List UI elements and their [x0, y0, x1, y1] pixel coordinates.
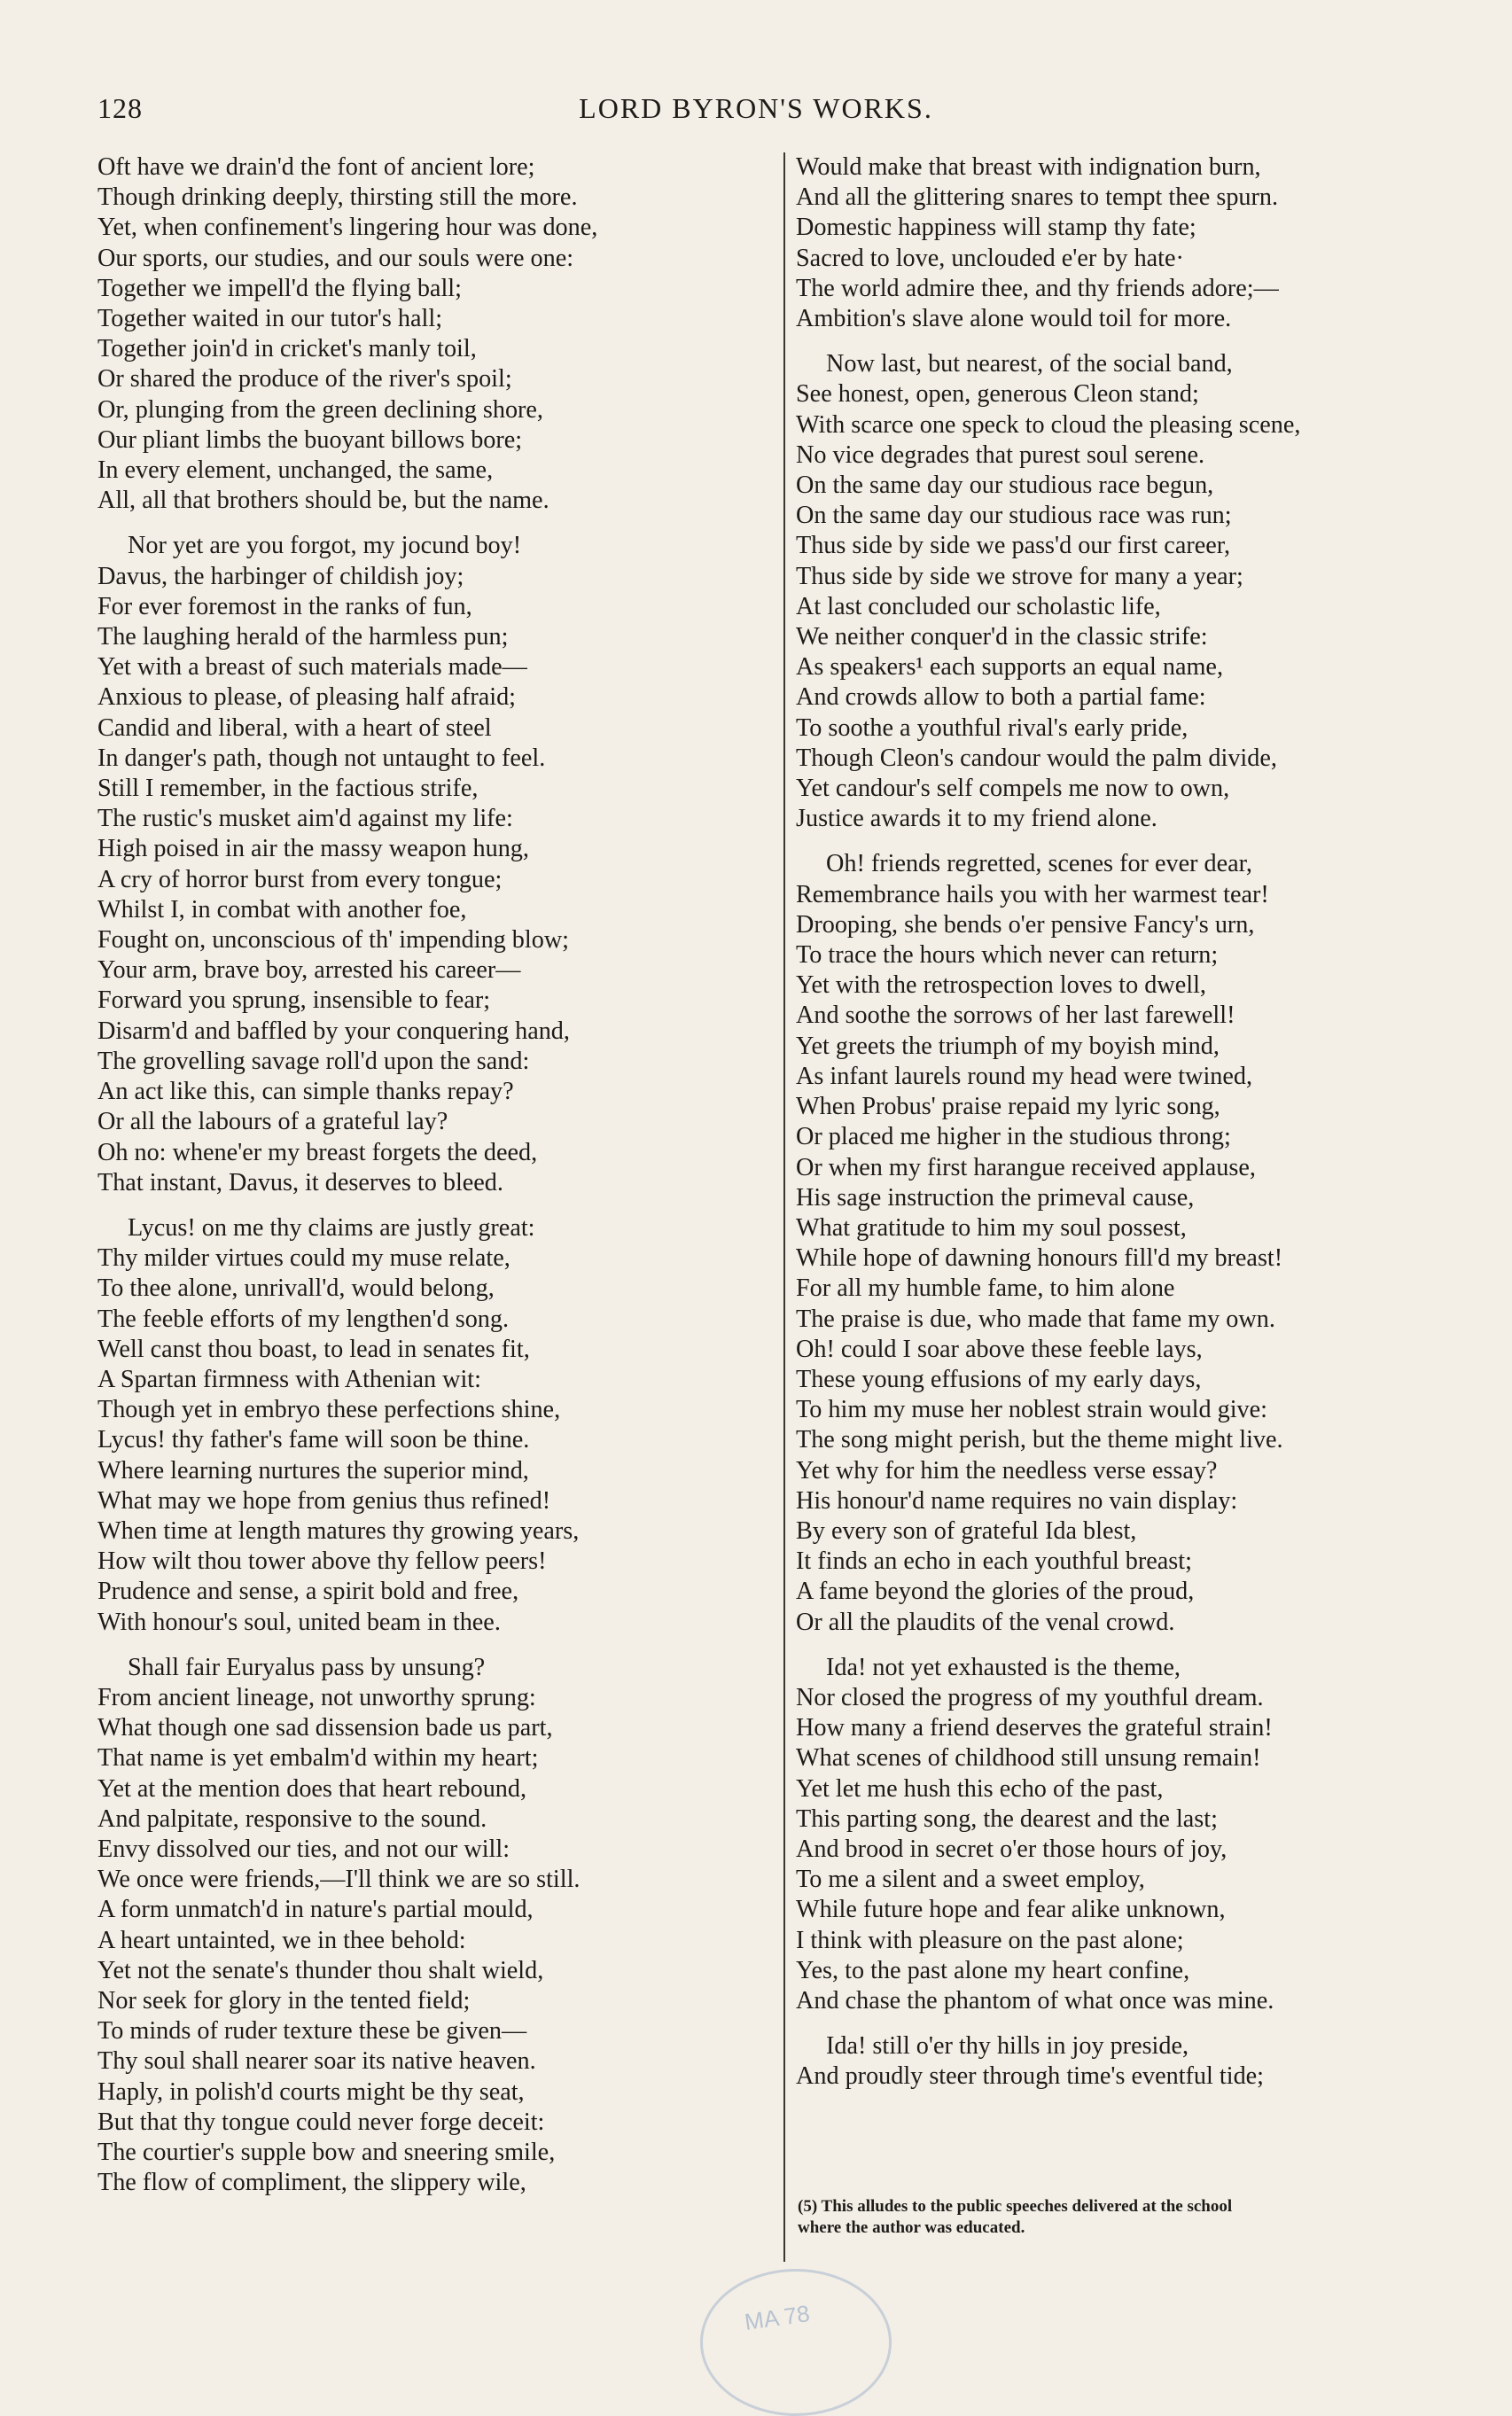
verse-line: Together waited in our tutor's hall;: [97, 305, 443, 333]
verse-line: On the same day our studious race was run;: [796, 502, 1232, 530]
verse-line: Forward you sprung, insensible to fear;: [97, 986, 491, 1015]
verse-line: And chase the phantom of what once was mine.: [796, 1986, 1274, 2015]
verse-line: A fame beyond the glories of the proud,: [796, 1578, 1195, 1606]
verse-line: To thee alone, unrivall'd, would belong,: [97, 1274, 495, 1303]
verse-line: Or, plunging from the green declining shore,: [97, 395, 543, 424]
verse-line: Domestic happiness will stamp thy fate;: [796, 214, 1196, 242]
verse-line: All, all that brothers should be, but the name.: [97, 487, 549, 515]
verse-line: A Spartan firmness with Athenian wit:: [97, 1365, 481, 1393]
verse-line: As speakers¹ each supports an equal name,: [796, 653, 1223, 682]
verse-line: Thus side by side we pass'd our first career,: [796, 532, 1231, 560]
verse-line: Lycus! on me thy claims are justly great:: [128, 1213, 535, 1242]
verse-line: Candid and liberal, with a heart of steel: [97, 713, 492, 742]
verse-line: It finds an echo in each youthful breast;: [796, 1547, 1192, 1576]
verse-line: The praise is due, who made that fame my own.: [796, 1305, 1275, 1333]
stanza: [97, 531, 771, 1197]
verse-line: High poised in air the massy weapon hung,: [97, 835, 529, 863]
library-stamp-text: MA 78: [743, 2300, 812, 2335]
verse-line: Still I remember, in the factious strife,: [97, 775, 479, 803]
verse-line: Shall fair Euryalus pass by unsung?: [128, 1653, 486, 1681]
verse-line: A cry of horror burst from every tongue;: [97, 865, 503, 893]
verse-line: Drooping, she bends o'er pensive Fancy's urn,: [796, 910, 1255, 939]
column-divider: [783, 152, 785, 2262]
verse-line: We once were friends,—I'll think we are so still.: [97, 1866, 581, 1894]
verse-line: To him my muse her noblest strain would give:: [796, 1396, 1267, 1424]
verse-line: Or all the plaudits of the venal crowd.: [796, 1608, 1175, 1636]
verse-line: Though yet in embryo these perfections shine,: [97, 1396, 561, 1424]
verse-line: Yet, when confinement's lingering hour was done,: [97, 214, 598, 242]
verse-line: Together join'd in cricket's manly toil,: [97, 335, 477, 363]
verse-line: With scarce one speck to cloud the pleasing scene,: [796, 410, 1301, 439]
stanza: [796, 2031, 1434, 2092]
verse-line: Our pliant limbs the buoyant billows bore;: [97, 425, 523, 454]
verse-line: Yet greets the triumph of my boyish mind,: [796, 1032, 1220, 1060]
verse-line: See honest, open, generous Cleon stand;: [796, 380, 1199, 409]
verse-line: Yes, to the past alone my heart confine,: [796, 1956, 1190, 1984]
verse-line: Oh! could I soar above these feeble lays,: [796, 1335, 1203, 1363]
verse-line: The feeble efforts of my lengthen'd song.: [97, 1305, 510, 1333]
verse-line: With honour's soul, united beam in thee.: [97, 1608, 501, 1636]
stanza: [97, 152, 771, 516]
stanza: [97, 1653, 771, 2199]
verse-line: And brood in secret o'er those hours of joy,: [796, 1835, 1228, 1863]
verse-line: Haply, in polish'd courts might be thy seat,: [97, 2077, 525, 2106]
verse-line: Or all the labours of a grateful lay?: [97, 1108, 448, 1136]
verse-line: For all my humble fame, to him alone: [796, 1274, 1175, 1303]
stanza: [97, 1213, 771, 1638]
verse-line: The rustic's musket aim'd against my life:: [97, 805, 513, 833]
left-column: [97, 152, 771, 2213]
verse-line: Prudence and sense, a spirit bold and free,: [97, 1578, 519, 1606]
verse-line: Yet candour's self compels me now to own,: [796, 775, 1230, 803]
verse-line: While hope of dawning honours fill'd my breast!: [796, 1244, 1283, 1273]
library-stamp: [700, 2269, 892, 2416]
verse-line: From ancient lineage, not unworthy sprung:: [97, 1683, 536, 1711]
verse-line: Whilst I, in combat with another foe,: [97, 895, 467, 924]
footnote: [798, 2196, 1436, 2239]
right-column: [796, 152, 1434, 2108]
verse-line: But that thy tongue could never forge deceit:: [97, 2108, 545, 2136]
verse-line: Lycus! thy father's fame will soon be thine.: [97, 1426, 530, 1454]
verse-line: At last concluded our scholastic life,: [796, 592, 1161, 620]
stanza: [796, 152, 1434, 334]
verse-line: Envy dissolved our ties, and not our will:: [97, 1835, 510, 1863]
verse-line: Nor closed the progress of my youthful dream.: [796, 1683, 1264, 1711]
verse-line: Or shared the produce of the river's spoil;: [97, 365, 512, 394]
verse-line: How many a friend deserves the grateful strain!: [796, 1714, 1273, 1742]
verse-line: Disarm'd and baffled by your conquering hand,: [97, 1017, 570, 1045]
verse-line: And proudly steer through time's eventful tide;: [796, 2062, 1265, 2091]
verse-line: That name is yet embalm'd within my heart;: [97, 1744, 539, 1773]
verse-line: Yet why for him the needless verse essay?: [796, 1456, 1218, 1485]
verse-line: I think with pleasure on the past alone;: [796, 1926, 1184, 1954]
verse-line: Well canst thou boast, to lead in senates fit,: [97, 1335, 530, 1363]
verse-line: What gratitude to him my soul possest,: [796, 1213, 1187, 1242]
verse-line: His sage instruction the primeval cause,: [796, 1183, 1195, 1212]
verse-line: These young effusions of my early days,: [796, 1365, 1202, 1393]
verse-line: On the same day our studious race begun,: [796, 472, 1214, 500]
verse-line: Yet let me hush this echo of the past,: [796, 1774, 1164, 1803]
verse-line: His honour'd name requires no vain display:: [796, 1486, 1238, 1515]
verse-line: For ever foremost in the ranks of fun,: [97, 592, 472, 620]
verse-line: And soothe the sorrows of her last farewell!: [796, 1001, 1235, 1030]
verse-line: How wilt thou tower above thy fellow peers!: [97, 1547, 547, 1576]
verse-line: Our sports, our studies, and our souls were one:: [97, 244, 574, 272]
footnote-line: where the author was educated.: [798, 2218, 1025, 2237]
verse-line: Or placed me higher in the studious throng;: [796, 1123, 1231, 1151]
verse-line: Anxious to please, of pleasing half afraid;: [97, 683, 517, 712]
verse-line: Justice awards it to my friend alone.: [796, 805, 1157, 833]
verse-line: Or when my first harangue received applause,: [796, 1153, 1256, 1181]
verse-line: Yet at the mention does that heart rebound,: [97, 1774, 527, 1803]
verse-line: Remembrance hails you with her warmest tear!: [796, 880, 1269, 908]
verse-line: When Probus' praise repaid my lyric song,: [796, 1093, 1220, 1121]
page-number: 128: [97, 92, 143, 124]
verse-line: While future hope and fear alike unknown,: [796, 1896, 1226, 1924]
verse-line: The grovelling savage roll'd upon the sand:: [97, 1047, 530, 1075]
verse-line: As infant laurels round my head were twined,: [796, 1062, 1253, 1090]
verse-line: The song might perish, but the theme might live.: [796, 1426, 1283, 1454]
verse-line: What may we hope from genius thus refined!: [97, 1486, 551, 1515]
verse-line: Thy milder virtues could my muse relate,: [97, 1244, 510, 1273]
verse-line: This parting song, the dearest and the last;: [796, 1804, 1218, 1833]
verse-line: Fought on, unconscious of th' impending blow;: [97, 926, 570, 955]
verse-line: Oft have we drain'd the font of ancient lore;: [97, 153, 535, 181]
verse-line: Would make that breast with indignation burn,: [796, 153, 1261, 181]
verse-line: Ida! still o'er thy hills in joy preside,: [826, 2032, 1189, 2061]
verse-line: And all the glittering snares to tempt thee spurn.: [796, 183, 1279, 212]
verse-line: Though Cleon's candour would the palm divide,: [796, 744, 1277, 772]
verse-line: And crowds allow to both a partial fame:: [796, 683, 1206, 712]
verse-line: Nor seek for glory in the tented field;: [97, 1986, 471, 2015]
verse-line: We neither conquer'd in the classic strife:: [796, 623, 1208, 651]
verse-line: The laughing herald of the harmless pun;: [97, 623, 509, 651]
stanza: [796, 849, 1434, 1637]
verse-line: Though drinking deeply, thirsting still the more.: [97, 183, 578, 212]
verse-line: Thy soul shall nearer soar its native heaven.: [97, 2047, 536, 2076]
verse-line: The flow of compliment, the slippery wile,: [97, 2169, 526, 2197]
verse-line: Davus, the harbinger of childish joy;: [97, 562, 464, 590]
verse-line: To minds of ruder texture these be given—: [97, 2017, 527, 2046]
verse-line: Your arm, brave boy, arrested his career—: [97, 956, 521, 985]
verse-line: What scenes of childhood still unsung remain!: [796, 1744, 1261, 1773]
verse-line: To me a silent and a sweet employ,: [796, 1866, 1145, 1894]
verse-line: To soothe a youthful rival's early pride,: [796, 713, 1189, 742]
verse-line: Ida! not yet exhausted is the theme,: [826, 1653, 1181, 1681]
verse-line: What though one sad dissension bade us part,: [97, 1714, 553, 1742]
verse-line: Yet not the senate's thunder thou shalt wield,: [97, 1956, 544, 1984]
verse-line: The courtier's supple bow and sneering smile,: [97, 2139, 556, 2166]
verse-line: Now last, but nearest, of the social band,: [826, 350, 1233, 378]
verse-line: Nor yet are you forgot, my jocund boy!: [128, 532, 522, 560]
verse-line: To trace the hours which never can return;: [796, 941, 1219, 970]
stanza: [796, 1653, 1434, 2016]
verse-line: When time at length matures thy growing years,: [97, 1516, 580, 1545]
verse-line: Yet with the retrospection loves to dwell,: [796, 971, 1206, 1000]
footnote-line: (5) This alludes to the public speeches delivered at the school: [798, 2197, 1233, 2216]
verse-line: In danger's path, though not untaught to feel.: [97, 744, 546, 772]
verse-line: And palpitate, responsive to the sound.: [97, 1804, 487, 1833]
verse-line: A heart untainted, we in thee behold:: [97, 1926, 466, 1954]
verse-line: That instant, Davus, it deserves to bleed.: [97, 1168, 503, 1196]
verse-line: Oh no: whene'er my breast forgets the deed,: [97, 1138, 538, 1166]
running-head: LORD BYRON'S WORKS.: [579, 92, 933, 124]
verse-line: No vice degrades that purest soul serene.: [796, 440, 1205, 469]
verse-line: An act like this, can simple thanks repay?: [97, 1078, 514, 1106]
verse-line: Ambition's slave alone would toil for more.: [796, 305, 1232, 333]
verse-line: Oh! friends regretted, scenes for ever dear,: [826, 850, 1252, 878]
verse-line: A form unmatch'd in nature's partial mould,: [97, 1896, 534, 1924]
verse-line: By every son of grateful Ida blest,: [796, 1516, 1137, 1545]
verse-line: In every element, unchanged, the same,: [97, 456, 494, 485]
stanza: [796, 349, 1434, 834]
verse-line: The world admire thee, and thy friends adore;—: [796, 274, 1279, 302]
verse-line: Yet with a breast of such materials made—: [97, 653, 527, 682]
verse-line: Thus side by side we strove for many a year;: [796, 562, 1243, 590]
verse-line: Together we impell'd the flying ball;: [97, 274, 462, 302]
verse-line: Sacred to love, unclouded e'er by hate·: [796, 244, 1184, 272]
verse-line: Where learning nurtures the superior mind,: [97, 1456, 529, 1485]
